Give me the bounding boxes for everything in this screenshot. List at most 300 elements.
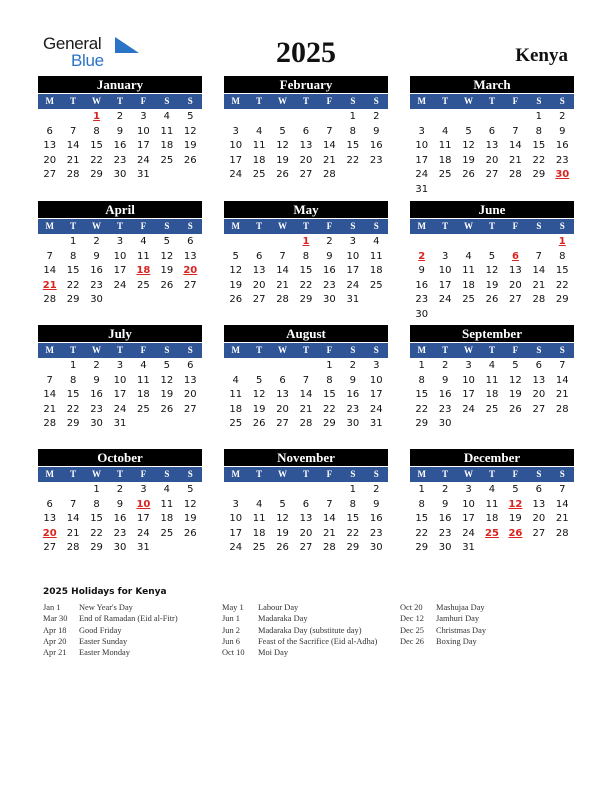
weekday-header: T: [442, 345, 449, 355]
day-cell: 28: [43, 418, 57, 429]
day-cell: 17: [137, 513, 150, 524]
weekday-header: T: [488, 221, 495, 231]
empty-day-cell: [224, 110, 247, 125]
day-cell: 30: [438, 418, 452, 429]
day-cell: 15: [415, 513, 429, 524]
weekday-header-row: [224, 219, 388, 234]
day-cell: 1: [418, 484, 425, 495]
day-cell: 5: [187, 484, 194, 495]
day-cell: 15: [66, 265, 80, 276]
day-cell: 25: [485, 403, 499, 415]
day-cell: 1: [349, 484, 357, 495]
day-cell: 2: [93, 360, 100, 371]
empty-day-cell: [480, 110, 503, 125]
day-cell: 19: [183, 140, 197, 151]
day-cell: 7: [46, 374, 53, 386]
day-cell: 19: [252, 403, 266, 415]
day-cell: 2: [349, 360, 357, 371]
holiday-day-cell: 2: [418, 250, 426, 262]
empty-day-cell: [294, 359, 317, 374]
weekday-header: S: [373, 96, 379, 106]
day-cell: 8: [69, 374, 77, 386]
holiday-row: [43, 647, 178, 658]
day-cell: 22: [532, 154, 546, 166]
holiday-name: Madaraka Day: [258, 614, 308, 624]
day-grid: [410, 483, 574, 556]
day-cell: 4: [163, 111, 171, 122]
day-cell: 25: [160, 154, 174, 166]
day-cell: 25: [438, 169, 452, 180]
weekday-header: T: [116, 96, 123, 106]
day-cell: 8: [418, 498, 425, 510]
day-cell: 16: [346, 389, 360, 400]
day-cell: 10: [462, 498, 475, 510]
weekday-header: M: [45, 96, 54, 106]
day-cell: 26: [462, 169, 475, 180]
day-cell: 3: [418, 125, 425, 137]
day-cell: 21: [532, 279, 546, 291]
day-cell: 31: [369, 418, 383, 429]
weekday-header: S: [187, 221, 193, 231]
weekday-header: W: [278, 469, 288, 479]
holiday-date: Dec 26: [400, 636, 424, 646]
day-cell: 31: [113, 418, 127, 429]
day-cell: 3: [465, 484, 472, 495]
day-cell: 13: [485, 140, 499, 151]
day-cell: 4: [488, 360, 496, 371]
day-cell: 1: [69, 360, 77, 371]
day-cell: 10: [113, 374, 127, 386]
day-cell: 13: [276, 389, 289, 400]
day-cell: 11: [160, 498, 174, 510]
weekday-header: F: [140, 221, 147, 231]
empty-day-cell: [224, 359, 247, 374]
weekday-header: S: [164, 96, 170, 106]
weekday-header: F: [512, 469, 519, 479]
day-cell: 23: [369, 154, 383, 166]
day-cell: 13: [299, 513, 313, 524]
month-february: [224, 76, 388, 183]
day-cell: 30: [369, 542, 383, 553]
day-cell: 25: [160, 527, 174, 539]
day-cell: 5: [163, 360, 171, 371]
day-cell: 30: [415, 308, 429, 320]
day-cell: 16: [438, 389, 452, 400]
weekday-header-row: [224, 343, 388, 358]
day-cell: 6: [187, 236, 194, 247]
holiday-date: Jun 6: [222, 636, 240, 646]
empty-day-cell: [38, 483, 61, 498]
weekday-header: W: [278, 96, 288, 106]
holiday-date: May 1: [222, 603, 244, 612]
day-cell: 14: [532, 265, 546, 276]
day-cell: 7: [326, 498, 333, 510]
empty-day-cell: [247, 359, 270, 374]
day-cell: 6: [535, 360, 543, 371]
empty-day-cell: [247, 235, 270, 250]
day-cell: 6: [187, 360, 194, 371]
day-cell: 29: [66, 418, 80, 429]
day-cell: 20: [485, 154, 499, 166]
month-title: February: [224, 76, 388, 93]
day-cell: 12: [252, 389, 266, 400]
weekday-header: S: [164, 221, 170, 231]
day-cell: 13: [532, 374, 546, 386]
day-cell: 29: [415, 418, 429, 429]
holiday-row: [222, 625, 377, 636]
day-cell: 7: [46, 250, 53, 262]
country-name: Kenya: [515, 45, 568, 66]
weekday-header: T: [116, 221, 123, 231]
month-title: April: [38, 201, 202, 218]
day-cell: 27: [183, 279, 197, 291]
day-cell: 10: [229, 140, 243, 151]
day-cell: 16: [555, 140, 569, 151]
day-cell: 10: [113, 250, 127, 262]
day-grid: [410, 235, 574, 322]
weekday-header: T: [302, 221, 309, 231]
day-cell: 17: [438, 279, 452, 291]
day-cell: 21: [509, 154, 522, 166]
day-cell: 2: [116, 484, 124, 495]
day-cell: 19: [462, 154, 475, 166]
day-cell: 2: [559, 111, 566, 122]
day-cell: 26: [276, 542, 289, 553]
day-grid: [38, 359, 202, 432]
day-cell: 18: [462, 279, 475, 291]
day-cell: 9: [418, 265, 425, 276]
day-cell: 27: [183, 403, 197, 415]
day-cell: 17: [462, 513, 475, 524]
day-cell: 20: [509, 279, 522, 291]
weekday-header: W: [92, 96, 102, 106]
weekday-header: M: [231, 469, 240, 479]
holiday-name: Easter Monday: [79, 648, 130, 658]
day-cell: 15: [323, 389, 336, 400]
weekday-header: T: [70, 96, 77, 106]
holiday-row: [400, 625, 486, 636]
empty-day-cell: [271, 235, 294, 250]
day-cell: 9: [116, 498, 124, 510]
weekday-header: W: [464, 469, 474, 479]
day-cell: 8: [69, 250, 77, 262]
day-cell: 7: [279, 250, 286, 262]
day-cell: 21: [66, 154, 80, 166]
day-cell: 15: [532, 140, 546, 151]
weekday-header: S: [536, 221, 542, 231]
day-cell: 19: [276, 154, 289, 166]
weekday-header-row: [38, 467, 202, 482]
day-cell: 21: [555, 389, 569, 400]
weekday-header: S: [536, 96, 542, 106]
holiday-day-cell: 20: [42, 527, 57, 539]
day-cell: 4: [465, 250, 472, 262]
holiday-day-cell: 1: [93, 111, 101, 122]
day-cell: 11: [252, 513, 266, 524]
day-cell: 4: [441, 125, 449, 137]
day-cell: 17: [113, 265, 127, 276]
weekday-header: W: [464, 345, 474, 355]
day-cell: 20: [43, 154, 57, 166]
day-cell: 27: [299, 542, 313, 553]
day-cell: 9: [349, 374, 357, 386]
day-cell: 17: [113, 389, 127, 400]
day-cell: 3: [232, 498, 239, 510]
weekday-header-row: [224, 94, 388, 109]
day-cell: 16: [90, 265, 103, 276]
day-cell: 8: [418, 374, 425, 386]
day-cell: 19: [276, 527, 289, 539]
day-cell: 28: [555, 403, 569, 415]
holiday-date: Oct 20: [400, 603, 423, 612]
holiday-date: Apr 20: [43, 636, 67, 646]
day-cell: 3: [232, 125, 239, 137]
day-cell: 12: [160, 374, 174, 386]
day-cell: 20: [299, 154, 313, 166]
weekday-header: S: [187, 345, 193, 355]
day-cell: 15: [299, 265, 313, 276]
day-cell: 19: [229, 279, 243, 291]
day-cell: 22: [90, 154, 103, 166]
holiday-day-cell: 1: [558, 236, 566, 247]
day-cell: 23: [90, 403, 103, 415]
month-title: November: [224, 449, 388, 466]
holiday-day-cell: 6: [511, 250, 519, 262]
day-cell: 29: [299, 294, 313, 305]
day-cell: 1: [418, 360, 425, 371]
empty-day-cell: [318, 110, 341, 125]
day-cell: 7: [559, 360, 566, 371]
holiday-date: Jan 1: [43, 603, 61, 612]
day-cell: 27: [43, 542, 57, 553]
day-cell: 30: [323, 294, 336, 305]
holiday-name: End of Ramadan (Eid al-Fitr): [79, 614, 178, 624]
weekday-header: S: [373, 221, 379, 231]
day-cell: 26: [183, 527, 197, 539]
day-cell: 11: [137, 374, 150, 386]
holiday-row: [400, 602, 486, 613]
day-cell: 10: [229, 513, 243, 524]
weekday-header: M: [417, 221, 426, 231]
month-september: [410, 325, 574, 432]
empty-day-cell: [410, 235, 433, 250]
day-cell: 31: [415, 183, 429, 195]
month-title: January: [38, 76, 202, 93]
day-cell: 19: [509, 389, 522, 400]
weekday-header: W: [92, 469, 102, 479]
day-cell: 9: [559, 125, 566, 137]
weekday-header: F: [326, 469, 333, 479]
day-cell: 22: [415, 527, 429, 539]
holiday-name: Easter Sunday: [79, 636, 128, 646]
empty-day-cell: [271, 110, 294, 125]
holiday-name: Feast of the Sacrifice (Eid al-Adha): [258, 636, 378, 646]
day-cell: 4: [140, 360, 147, 371]
empty-day-cell: [271, 359, 294, 374]
day-cell: 24: [137, 527, 150, 539]
day-cell: 26: [160, 279, 174, 291]
day-cell: 3: [465, 360, 472, 371]
holiday-name: Christmas Day: [436, 625, 487, 635]
day-cell: 23: [555, 154, 569, 166]
empty-day-cell: [294, 483, 317, 498]
day-cell: 5: [255, 374, 263, 386]
weekday-header: T: [256, 221, 263, 231]
holiday-date: Oct 10: [222, 648, 245, 658]
day-cell: 25: [252, 542, 266, 553]
weekday-header: T: [442, 221, 449, 231]
month-may: [224, 201, 388, 308]
weekday-header: F: [140, 345, 147, 355]
day-cell: 15: [66, 389, 80, 400]
day-cell: 23: [369, 527, 383, 539]
day-cell: 14: [66, 513, 80, 524]
weekday-header: S: [164, 345, 170, 355]
day-cell: 29: [90, 542, 103, 553]
weekday-header: S: [187, 469, 193, 479]
empty-day-cell: [247, 483, 270, 498]
day-cell: 7: [512, 125, 519, 137]
day-cell: 17: [415, 154, 429, 166]
day-cell: 26: [160, 403, 174, 415]
holiday-column: [43, 602, 178, 658]
day-cell: 8: [559, 250, 566, 262]
month-june: [410, 201, 574, 322]
holiday-name: Good Friday: [79, 625, 122, 635]
day-cell: 28: [532, 294, 546, 305]
weekday-header: M: [45, 345, 54, 355]
day-cell: 17: [137, 140, 150, 151]
day-cell: 28: [66, 169, 80, 180]
day-cell: 18: [160, 513, 174, 524]
day-cell: 14: [323, 140, 336, 151]
empty-day-cell: [38, 359, 61, 374]
holiday-column: [400, 602, 486, 647]
weekday-header: S: [536, 345, 542, 355]
day-cell: 11: [485, 498, 499, 510]
day-cell: 10: [346, 250, 360, 262]
day-cell: 16: [113, 140, 127, 151]
holiday-row: [222, 602, 377, 613]
day-cell: 26: [276, 169, 289, 180]
day-cell: 1: [349, 111, 357, 122]
day-cell: 26: [509, 403, 522, 415]
day-cell: 25: [369, 279, 383, 291]
day-cell: 19: [160, 265, 174, 276]
day-cell: 25: [137, 279, 150, 291]
weekday-header: T: [302, 96, 309, 106]
holiday-day-cell: 18: [136, 265, 151, 276]
day-cell: 16: [415, 279, 429, 291]
weekday-header: F: [326, 96, 333, 106]
day-cell: 28: [43, 294, 57, 305]
day-cell: 13: [532, 498, 546, 510]
day-cell: 5: [488, 250, 496, 262]
day-cell: 3: [349, 236, 357, 247]
day-cell: 12: [183, 498, 197, 510]
empty-day-cell: [457, 235, 480, 250]
day-cell: 2: [93, 236, 100, 247]
day-cell: 2: [373, 484, 380, 495]
day-cell: 24: [438, 294, 452, 305]
day-cell: 28: [66, 542, 80, 553]
day-cell: 27: [532, 527, 546, 539]
day-cell: 16: [369, 140, 383, 151]
day-grid: [38, 110, 202, 183]
day-cell: 12: [229, 265, 243, 276]
empty-day-cell: [318, 483, 341, 498]
day-cell: 24: [415, 169, 429, 180]
day-cell: 21: [43, 403, 57, 415]
day-cell: 10: [462, 374, 475, 386]
day-cell: 9: [373, 498, 380, 510]
day-cell: 21: [299, 403, 313, 415]
day-cell: 6: [535, 484, 543, 495]
day-cell: 23: [346, 403, 360, 415]
weekday-header: S: [373, 469, 379, 479]
weekday-header: S: [559, 345, 565, 355]
weekday-header: F: [512, 221, 519, 231]
day-cell: 22: [66, 403, 80, 415]
day-cell: 1: [326, 360, 333, 371]
day-cell: 11: [229, 389, 243, 400]
holiday-date: Dec 12: [400, 614, 424, 624]
day-cell: 28: [323, 542, 336, 553]
day-cell: 19: [183, 513, 197, 524]
day-cell: 30: [113, 542, 127, 553]
holiday-name: Boxing Day: [436, 636, 477, 646]
weekday-header-row: [38, 219, 202, 234]
holiday-column: [222, 602, 377, 658]
weekday-header: S: [350, 221, 356, 231]
weekday-header: T: [488, 469, 495, 479]
day-cell: 17: [229, 527, 243, 539]
day-cell: 25: [229, 418, 243, 429]
holiday-name: Jamhuri Day: [436, 614, 480, 624]
day-cell: 14: [323, 513, 336, 524]
day-grid: [224, 483, 388, 556]
empty-day-cell: [38, 110, 61, 125]
day-cell: 16: [90, 389, 103, 400]
day-cell: 4: [163, 484, 171, 495]
day-cell: 3: [441, 250, 449, 262]
day-cell: 15: [346, 513, 360, 524]
day-cell: 1: [93, 484, 100, 495]
day-cell: 12: [276, 513, 289, 524]
weekday-header: T: [70, 221, 77, 231]
empty-day-cell: [527, 235, 550, 250]
day-cell: 11: [485, 374, 499, 386]
day-cell: 8: [93, 498, 100, 510]
holiday-row: [43, 613, 178, 624]
empty-day-cell: [247, 110, 270, 125]
day-cell: 20: [276, 403, 289, 415]
weekday-header: M: [417, 345, 426, 355]
day-cell: 24: [462, 527, 475, 539]
day-cell: 16: [323, 265, 336, 276]
weekday-header: T: [256, 345, 263, 355]
empty-day-cell: [504, 110, 527, 125]
day-cell: 13: [183, 250, 197, 262]
day-cell: 22: [299, 279, 313, 291]
day-cell: 12: [509, 374, 522, 386]
weekday-header: T: [488, 96, 495, 106]
day-cell: 21: [276, 279, 289, 291]
month-april: [38, 201, 202, 308]
month-title: June: [410, 201, 574, 218]
day-cell: 9: [93, 250, 100, 262]
day-cell: 21: [323, 527, 336, 539]
